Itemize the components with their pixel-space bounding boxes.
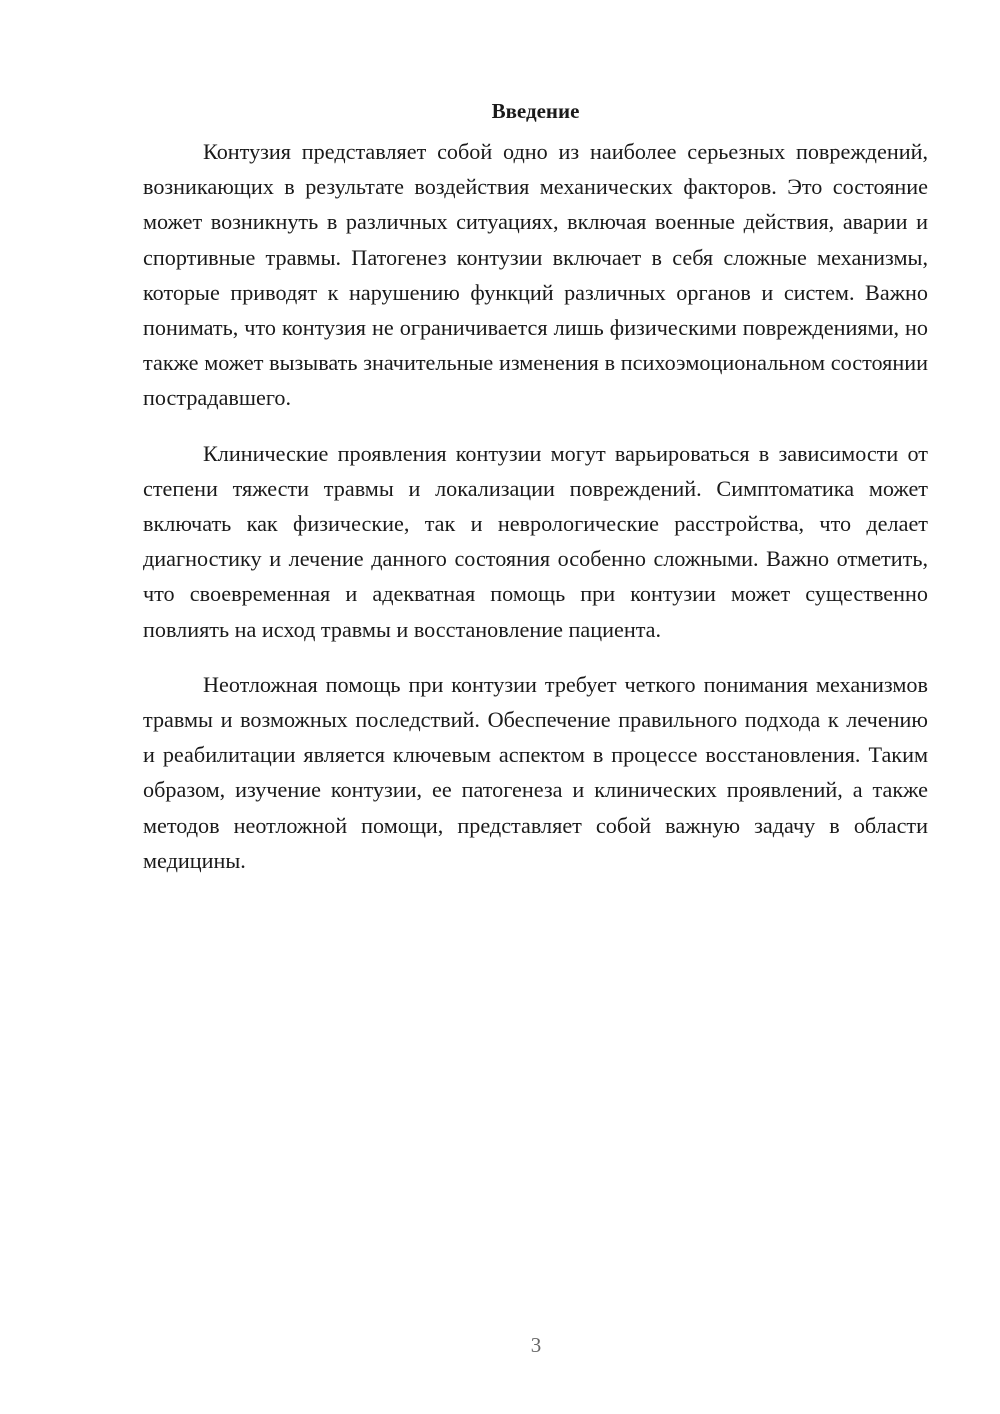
paragraph-2: Клинические проявления контузии могут варьироваться в зависимости от степени тяжести травмы и локализации повреждений. Симптоматика может включать как физические, так и неврологические расстройства, что делает диагностику и лечение данного состояния особенно сложными. Важно отметить, что своевременная и адекватная помощь при контузии может существенно повлиять на исход травмы и восстановление пациента. — [143, 440, 928, 642]
page-number: 3 — [530, 1333, 542, 1357]
paragraph-1: Контузия представляет собой одно из наиболее серьезных повреждений, возникающих в результате воздействия механических факторов. Это состояние может возникнуть в различных ситуациях, включая военные действия, аварии и спортивные травмы. Патогенез контузии включает в себя сложные механизмы, которые приводят к нарушению функций различных органов и систем. Важно понимать, что контузия не ограничивается лишь физическими повреждениями, но также может вызывать значительные изменения в психоэмоциональном состоянии пострадавшего. — [143, 139, 928, 411]
page-content — [143, 96, 928, 898]
paragraph-3: Неотложная помощь при контузии требует четкого понимания механизмов травмы и возможных последствий. Обеспечение правильного подхода к лечению и реабилитации является ключевым аспектом в процессе восстановления. Таким образом, изучение контузии, ее патогенеза и клинических проявлений, а также методов неотложной помощи, представляет собой важную задачу в области медицины. — [143, 671, 928, 873]
section-title: Введение — [491, 99, 580, 123]
